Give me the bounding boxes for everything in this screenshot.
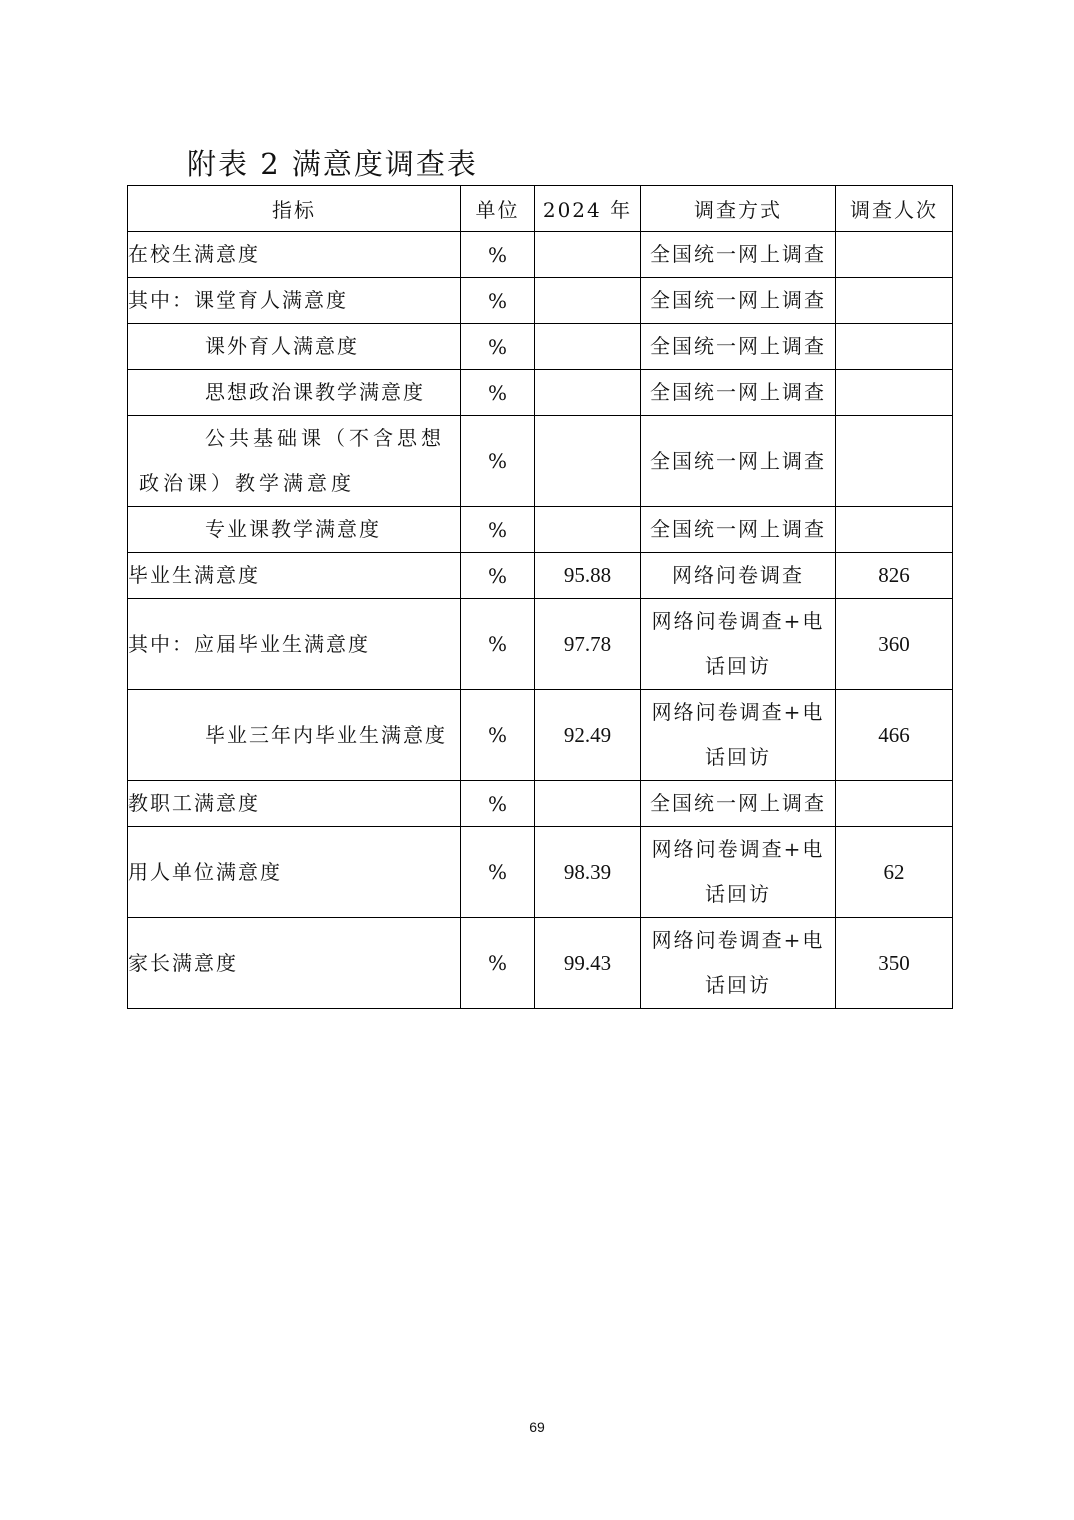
table-title: 附表 2 满意度调查表 (187, 147, 478, 181)
indicator-cell: 思想政治课教学满意度 (128, 370, 461, 416)
method-cell: 全国统一网上调查 (641, 370, 836, 416)
table-row (128, 599, 953, 690)
indicator-cell: 家长满意度 (128, 918, 461, 1009)
value-cell: 98.39 (535, 827, 641, 918)
table-row (128, 370, 953, 416)
method-cell: 网络问卷调查+电话回访 (641, 918, 836, 1009)
table-header-row (128, 186, 953, 232)
table-row (128, 232, 953, 278)
count-cell (836, 507, 953, 553)
unit-cell: % (461, 781, 535, 827)
indicator-cell: 毕业生满意度 (128, 553, 461, 599)
unit-cell: % (461, 232, 535, 278)
count-cell (836, 278, 953, 324)
count-cell: 360 (836, 599, 953, 690)
value-cell (535, 232, 641, 278)
indicator-cell: 其中：应届毕业生满意度 (128, 599, 461, 690)
value-cell (535, 416, 641, 507)
method-cell: 网络问卷调查+电话回访 (641, 690, 836, 781)
unit-cell: % (461, 324, 535, 370)
count-cell (836, 416, 953, 507)
indicator-cell: 教职工满意度 (128, 781, 461, 827)
unit-cell: % (461, 827, 535, 918)
indicator-cell: 毕业三年内毕业生满意度 (128, 690, 461, 781)
table-row (128, 278, 953, 324)
indicator-cell: 其中：课堂育人满意度 (128, 278, 461, 324)
count-cell (836, 370, 953, 416)
table-row (128, 781, 953, 827)
method-cell: 全国统一网上调查 (641, 324, 836, 370)
value-cell: 92.49 (535, 690, 641, 781)
satisfaction-survey-table (127, 185, 953, 1009)
indicator-cell: 专业课教学满意度 (128, 507, 461, 553)
method-cell: 全国统一网上调查 (641, 232, 836, 278)
unit-cell: % (461, 553, 535, 599)
count-cell (836, 232, 953, 278)
count-cell: 350 (836, 918, 953, 1009)
unit-cell: % (461, 507, 535, 553)
count-cell (836, 781, 953, 827)
header-unit: 单位 (461, 186, 535, 232)
page-number: 69 (529, 1419, 545, 1435)
method-cell: 全国统一网上调查 (641, 278, 836, 324)
table-row (128, 827, 953, 918)
header-count: 调查人次 (836, 186, 953, 232)
value-cell (535, 781, 641, 827)
header-method: 调查方式 (641, 186, 836, 232)
indicator-cell: 用人单位满意度 (128, 827, 461, 918)
table-row (128, 918, 953, 1009)
indicator-cell: 公共基础课（不含思想政治课）教学满意度 (128, 416, 461, 507)
method-cell: 网络问卷调查+电话回访 (641, 599, 836, 690)
table-row (128, 416, 953, 507)
header-indicator: 指标 (128, 186, 461, 232)
unit-cell: % (461, 370, 535, 416)
method-cell: 网络问卷调查+电话回访 (641, 827, 836, 918)
method-cell: 全国统一网上调查 (641, 416, 836, 507)
unit-cell: % (461, 416, 535, 507)
count-cell: 62 (836, 827, 953, 918)
value-cell (535, 507, 641, 553)
unit-cell: % (461, 599, 535, 690)
table-row (128, 690, 953, 781)
table-row (128, 507, 953, 553)
table-row (128, 553, 953, 599)
value-cell: 97.78 (535, 599, 641, 690)
count-cell (836, 324, 953, 370)
header-year: 2024 年 (535, 186, 641, 232)
table-row (128, 324, 953, 370)
indicator-cell: 课外育人满意度 (128, 324, 461, 370)
indicator-cell: 在校生满意度 (128, 232, 461, 278)
value-cell (535, 370, 641, 416)
value-cell (535, 278, 641, 324)
method-cell: 全国统一网上调查 (641, 781, 836, 827)
value-cell: 99.43 (535, 918, 641, 1009)
unit-cell: % (461, 690, 535, 781)
value-cell: 95.88 (535, 553, 641, 599)
unit-cell: % (461, 278, 535, 324)
unit-cell: % (461, 918, 535, 1009)
method-cell: 网络问卷调查 (641, 553, 836, 599)
method-cell: 全国统一网上调查 (641, 507, 836, 553)
value-cell (535, 324, 641, 370)
count-cell: 466 (836, 690, 953, 781)
count-cell: 826 (836, 553, 953, 599)
